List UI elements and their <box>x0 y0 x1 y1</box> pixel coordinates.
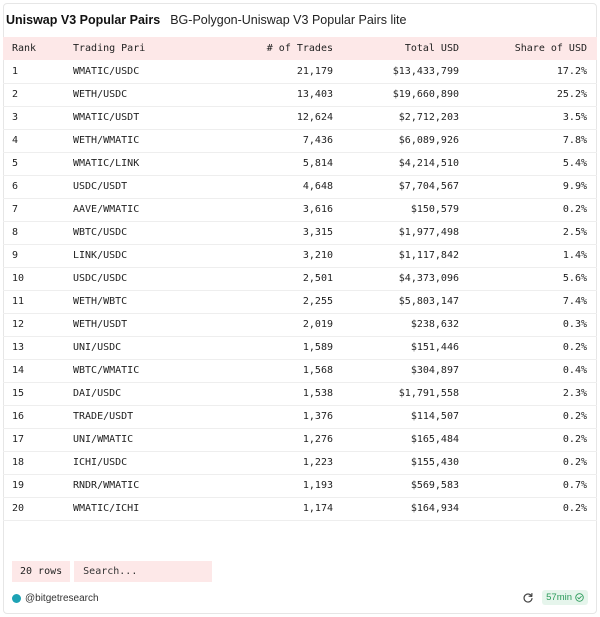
cell-total-usd: $4,214,510 <box>398 158 459 169</box>
cell-rank: 1 <box>12 65 19 77</box>
cell-share-usd: 7.4% <box>562 296 587 307</box>
cell-share-usd: 0.3% <box>562 319 587 330</box>
cell-share-usd: 17.2% <box>556 65 587 77</box>
cell-rank: 15 <box>12 388 25 399</box>
column-header-trading-pair[interactable]: Trading Pari <box>73 43 146 54</box>
table-row <box>3 244 597 267</box>
cell-share-usd: 3.5% <box>562 112 587 123</box>
cell-total-usd: $6,089,926 <box>398 135 459 146</box>
table-header-row <box>3 37 597 60</box>
cell-trading-pair: WETH/USDC <box>73 89 128 100</box>
cell-total-usd: $155,430 <box>410 457 459 468</box>
cell-trading-pair: WMATIC/ICHI <box>73 503 140 514</box>
cell-share-usd: 5.4% <box>562 158 587 169</box>
cell-share-usd: 2.5% <box>562 227 587 238</box>
cell-trading-pair: RNDR/WMATIC <box>73 480 140 491</box>
cell-trades: 7,436 <box>302 135 333 146</box>
cell-trades: 1,276 <box>302 434 333 445</box>
cell-trades: 13,403 <box>296 89 333 100</box>
table-row <box>3 221 597 244</box>
panel-subtitle: BG-Polygon-Uniswap V3 Popular Pairs lite <box>170 13 407 27</box>
cell-trading-pair: ICHI/USDC <box>73 457 128 468</box>
cell-total-usd: $2,712,203 <box>398 112 459 123</box>
cell-total-usd: $164,934 <box>410 503 459 514</box>
cell-trading-pair: USDC/USDC <box>73 273 128 284</box>
cell-rank: 5 <box>12 158 19 169</box>
cell-rank: 20 <box>12 503 25 514</box>
table-row <box>3 175 597 198</box>
cell-trades: 12,624 <box>296 112 333 123</box>
cell-rank: 13 <box>12 342 25 353</box>
table-row <box>3 83 597 106</box>
cell-share-usd: 2.3% <box>562 388 587 399</box>
column-header-total-usd[interactable]: Total USD <box>404 43 459 54</box>
cell-share-usd: 0.7% <box>562 480 587 491</box>
cell-total-usd: $5,803,147 <box>398 296 459 307</box>
panel-title: Uniswap V3 Popular Pairs <box>6 13 161 27</box>
table-row <box>3 129 597 152</box>
cell-trades: 1,538 <box>302 388 333 399</box>
cell-rank: 10 <box>12 273 25 284</box>
cell-total-usd: $7,704,567 <box>398 181 459 192</box>
cell-trading-pair: WMATIC/USDC <box>73 65 140 77</box>
table-row <box>3 267 597 290</box>
cell-total-usd: $150,579 <box>410 204 459 215</box>
cell-rank: 6 <box>12 181 19 192</box>
table-row <box>3 451 597 474</box>
cell-share-usd: 25.2% <box>556 89 587 100</box>
search-input[interactable] <box>74 561 212 582</box>
table-row <box>3 336 597 359</box>
cell-total-usd: $569,583 <box>410 480 459 491</box>
cell-total-usd: $304,897 <box>410 365 459 376</box>
cell-share-usd: 1.4% <box>562 250 587 261</box>
cell-rank: 14 <box>12 365 25 376</box>
cell-trades: 3,616 <box>302 204 333 215</box>
cell-rank: 19 <box>12 480 25 491</box>
cell-total-usd: $1,977,498 <box>398 227 459 238</box>
cell-trades: 1,589 <box>302 342 333 353</box>
cell-share-usd: 0.4% <box>562 365 587 376</box>
table-body <box>3 60 597 520</box>
cell-rank: 2 <box>12 89 19 100</box>
cell-share-usd: 0.2% <box>562 503 587 514</box>
cell-total-usd: $1,117,842 <box>398 250 459 261</box>
cell-trading-pair: WMATIC/USDT <box>73 112 140 123</box>
cell-trading-pair: WBTC/WMATIC <box>73 365 140 376</box>
cell-trades: 5,814 <box>302 158 333 169</box>
column-header-trades[interactable]: # of Trades <box>266 43 333 54</box>
row-count-badge: 20 rows <box>12 561 70 582</box>
cell-total-usd: $13,433,799 <box>392 65 459 77</box>
cell-trading-pair: WETH/WMATIC <box>73 135 140 146</box>
cell-rank: 4 <box>12 135 19 146</box>
cell-rank: 18 <box>12 457 25 468</box>
cell-rank: 16 <box>12 411 25 422</box>
cell-trading-pair: WBTC/USDC <box>73 227 128 238</box>
cell-share-usd: 9.9% <box>562 181 587 192</box>
cell-trading-pair: LINK/USDC <box>73 250 128 261</box>
cell-rank: 11 <box>12 296 25 307</box>
column-header-share-usd[interactable]: Share of USD <box>514 43 587 54</box>
panel-header <box>6 10 406 30</box>
cell-trades: 1,376 <box>302 411 333 422</box>
cell-total-usd: $165,484 <box>410 434 459 445</box>
cell-total-usd: $114,507 <box>410 411 459 422</box>
cell-trading-pair: WETH/WBTC <box>73 296 128 307</box>
cell-share-usd: 0.2% <box>562 434 587 445</box>
cell-trading-pair: WMATIC/LINK <box>73 158 140 169</box>
cell-share-usd: 0.2% <box>562 457 587 468</box>
refresh-icon[interactable] <box>522 591 534 603</box>
column-header-rank[interactable]: Rank <box>12 43 37 54</box>
freshness-label: 57min <box>546 591 572 603</box>
cell-trading-pair: USDC/USDT <box>73 181 128 192</box>
cell-trades: 1,193 <box>302 480 333 491</box>
cell-rank: 12 <box>12 319 25 330</box>
cell-rank: 3 <box>12 112 19 123</box>
cell-trading-pair: DAI/USDC <box>73 388 122 399</box>
table-row <box>3 359 597 382</box>
cell-total-usd: $238,632 <box>410 319 459 330</box>
cell-share-usd: 0.2% <box>562 411 587 422</box>
results-table <box>3 37 597 521</box>
table-row <box>3 474 597 497</box>
cell-total-usd: $19,660,890 <box>392 89 459 100</box>
cell-trading-pair: UNI/USDC <box>73 342 122 353</box>
cell-trades: 2,019 <box>302 319 333 330</box>
table-row <box>3 313 597 336</box>
table-row <box>3 290 597 313</box>
table-controls <box>12 561 212 582</box>
table-row <box>3 382 597 405</box>
brand-logo-icon <box>12 594 21 603</box>
table-row <box>3 152 597 175</box>
cell-total-usd: $1,791,558 <box>398 388 459 399</box>
brand-attribution[interactable] <box>12 591 99 605</box>
cell-total-usd: $4,373,096 <box>398 273 459 284</box>
cell-share-usd: 7.8% <box>562 135 587 146</box>
freshness-badge <box>542 590 588 605</box>
cell-total-usd: $151,446 <box>410 342 459 353</box>
cell-rank: 8 <box>12 227 19 238</box>
table-row <box>3 106 597 129</box>
cell-trades: 21,179 <box>296 65 333 77</box>
table-row <box>3 405 597 428</box>
table-row <box>3 497 597 520</box>
cell-trades: 4,648 <box>302 181 333 192</box>
cell-share-usd: 5.6% <box>562 273 587 284</box>
cell-rank: 17 <box>12 434 25 445</box>
check-circle-icon <box>575 593 584 602</box>
cell-rank: 9 <box>12 250 19 261</box>
refresh-status <box>522 589 588 605</box>
cell-trades: 3,210 <box>302 250 333 261</box>
cell-trading-pair: WETH/USDT <box>73 319 128 330</box>
cell-share-usd: 0.2% <box>562 342 587 353</box>
table-row <box>3 428 597 451</box>
cell-trades: 1,174 <box>302 503 333 514</box>
cell-trading-pair: TRADE/USDT <box>73 411 134 422</box>
brand-label: @bitgetresearch <box>25 592 99 604</box>
cell-rank: 7 <box>12 204 19 215</box>
table-row <box>3 198 597 221</box>
table-row <box>3 60 597 83</box>
cell-trading-pair: AAVE/WMATIC <box>73 204 140 215</box>
cell-trades: 2,501 <box>302 273 333 284</box>
cell-trades: 1,223 <box>302 457 333 468</box>
cell-trades: 3,315 <box>302 227 333 238</box>
cell-share-usd: 0.2% <box>562 204 587 215</box>
cell-trades: 1,568 <box>302 365 333 376</box>
cell-trading-pair: UNI/WMATIC <box>73 434 134 445</box>
cell-trades: 2,255 <box>302 296 333 307</box>
